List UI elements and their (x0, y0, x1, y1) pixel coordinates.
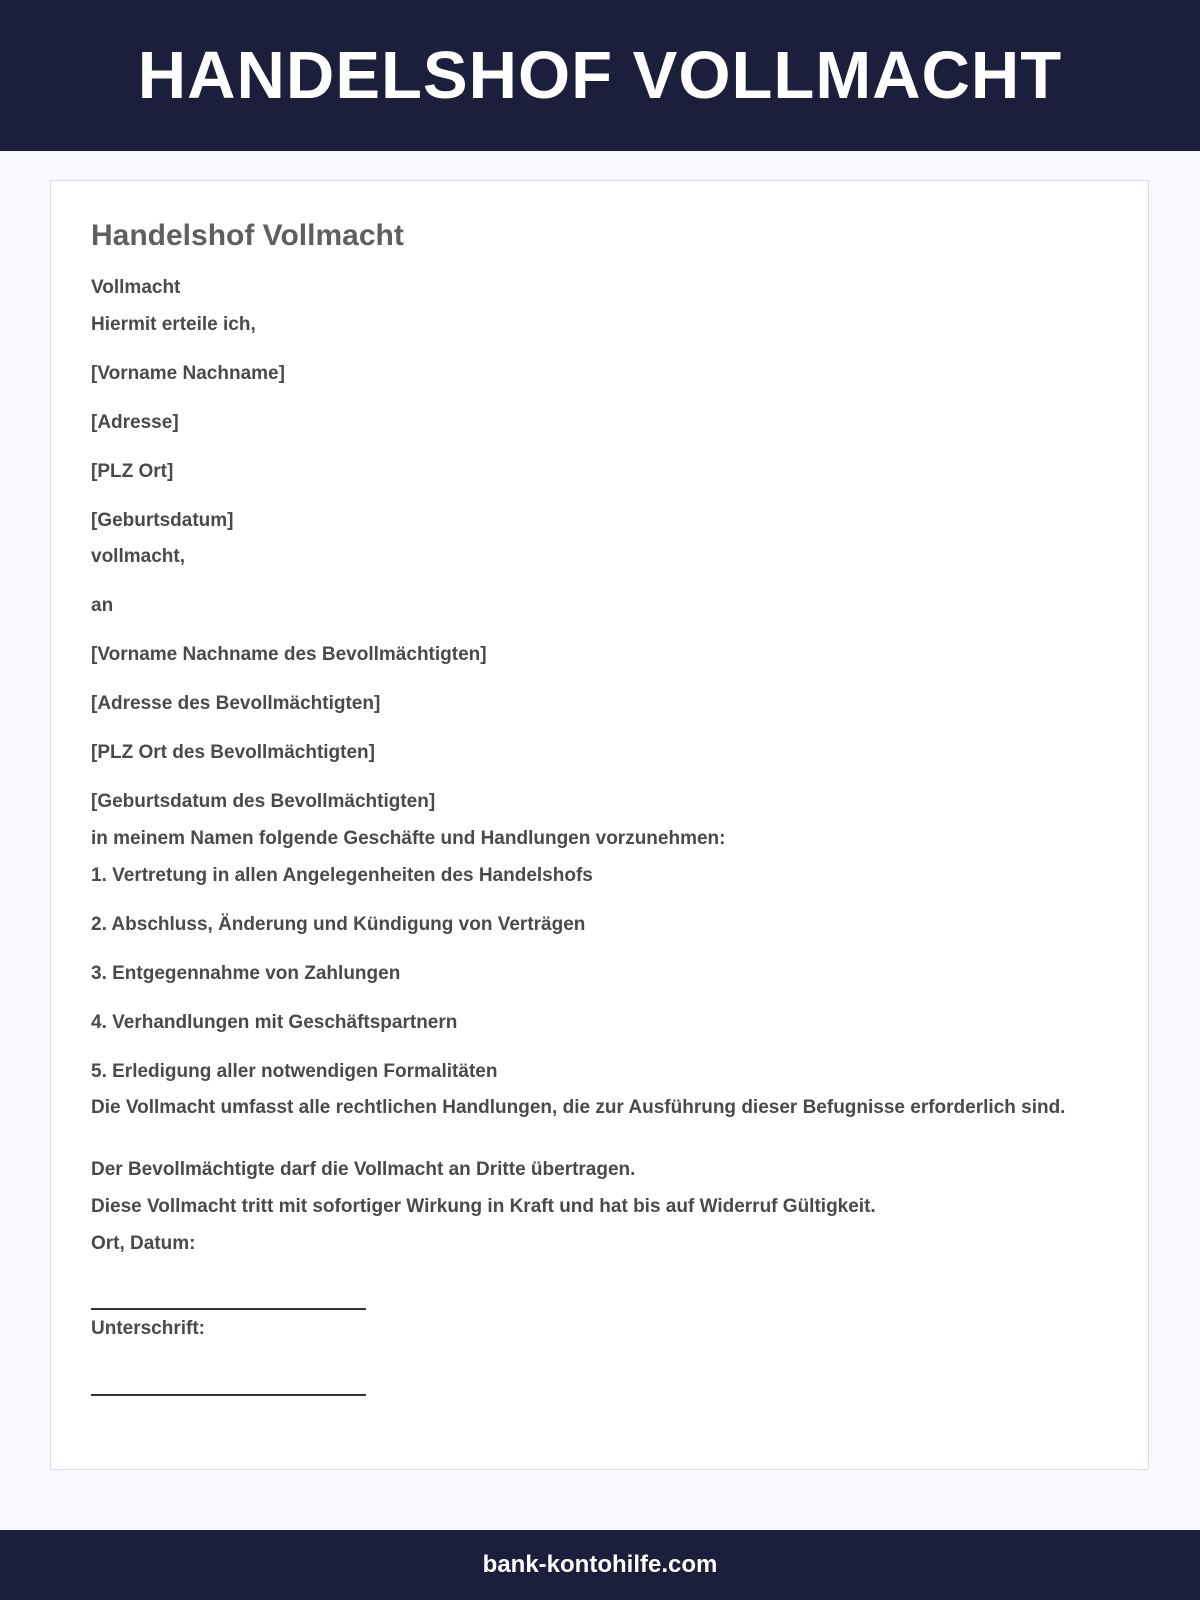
document-card (50, 180, 1149, 1470)
signature-label: Unterschrift: (91, 1318, 206, 1339)
transfer-text: Der Bevollmächtigte darf die Vollmacht an Dritte übertragen. (91, 1159, 636, 1180)
list-item: 1. Vertretung in allen Angelegenheiten des Handelshofs (91, 865, 593, 886)
header-title: HANDELSHOF VOLLMACHT (137, 38, 1063, 113)
document-heading: Vollmacht (91, 277, 181, 298)
validity-text: Diese Vollmacht tritt mit sofortiger Wirkung in Kraft und hat bis auf Widerruf Gültigkeit. (91, 1196, 876, 1217)
document-title: Handelshof Vollmacht (91, 219, 404, 252)
attorney-address: [Adresse des Bevollmächtigten] (91, 693, 381, 714)
scope-intro: in meinem Namen folgende Geschäfte und Handlungen vorzunehmen: (91, 828, 726, 849)
attorney-name: [Vorname Nachname des Bevollmächtigten] (91, 644, 487, 665)
place-date-label: Ort, Datum: (91, 1233, 196, 1254)
page-footer (0, 1530, 1200, 1600)
grantor-name: [Vorname Nachname] (91, 363, 285, 384)
grantor-zip-city: [PLZ Ort] (91, 461, 174, 482)
intro-text: Hiermit erteile ich, (91, 314, 256, 335)
footer-site[interactable]: bank-kontohilfe.com (482, 1551, 718, 1578)
scope-text: Die Vollmacht umfasst alle rechtlichen Handlungen, die zur Ausführung dieser Befugnisse erforderlich sind. (91, 1097, 1066, 1118)
list-item: 5. Erledigung aller notwendigen Formalitäten (91, 1061, 498, 1082)
list-item: 4. Verhandlungen mit Geschäftspartnern (91, 1012, 458, 1033)
page-header (0, 0, 1200, 151)
list-item: 3. Entgegennahme von Zahlungen (91, 963, 401, 984)
place-date-line (91, 1308, 366, 1310)
grant-word: vollmacht, (91, 546, 185, 567)
to-word: an (91, 595, 114, 616)
grantor-address: [Adresse] (91, 412, 179, 433)
list-item: 2. Abschluss, Änderung und Kündigung von Verträgen (91, 914, 586, 935)
grantor-birthdate: [Geburtsdatum] (91, 510, 234, 531)
attorney-birthdate: [Geburtsdatum des Bevollmächtigten] (91, 791, 436, 812)
attorney-zip-city: [PLZ Ort des Bevollmächtigten] (91, 742, 375, 763)
signature-line (91, 1394, 366, 1396)
